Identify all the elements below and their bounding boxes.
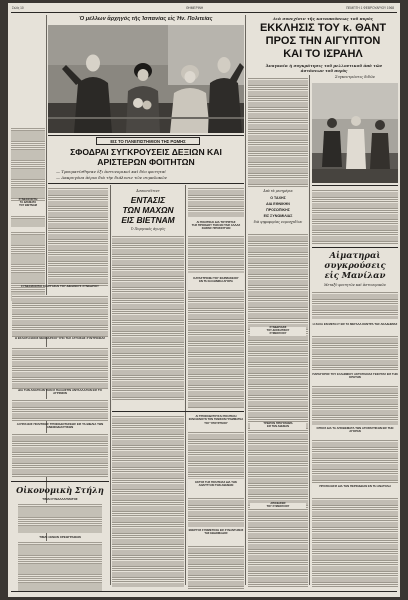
divider [312,185,398,186]
thant-deck: Ἀναγκαία ἡ συγκράτησις τοῦ μελλοντικοῦ ἀπὸ τῶν ἀστάσεων τοῦ πυρὸς [265,63,383,73]
col1-brief-1: ΣΥΝΕΧΙΖΟΝΤΑΙ ΑΙ ΕΡΓΑΣΙΑΙ ΤΟΥ ΔΙΕΘΝΟΥΣ ΣΥΝΕΔΡΙΟΥ [21,285,99,288]
paper-name: ΘΗΜΕΡΙΝΗ [186,6,204,10]
text-block [11,127,45,201]
right-brief-2: ΠΑΡΗΓΟΡΟΣ ΤΟΥ ΕΛΛΗΝΙΚΟΥ ΑΚΤΟΠΛΟΪΑΣ ΓΕΦΥΡΑΣ ΕΙΣ ΤΗΝ ΚΡΗΤΗΝ [312,373,398,380]
divider [11,481,109,482]
col1-brief-2: Η ΕΚΛΟΓΗ ΕΝΟΣ ΝΕΟΝΑΡΧΟΥ ΥΠΟ ΤΗΣ ΑΓΓΛΙΚΗΣ ΣΥΝΤΡΟΦΙΑΣ [14,337,106,340]
col1-brief-3: ΔΙΑ ΤΗΝ ΑΝΑΓΚΗΝ ΤΩΝ ΙΣ ΠΑΛΑΙΣΤΙΝ ΑΝΤΑΛΛΑΓΩΝ ΕΙΣ ΤΟ ΑΓΡΙΝΙΟΝ [18,389,102,396]
text-block [312,291,398,319]
column-rule [110,185,111,585]
text-block [188,187,244,217]
economic-table-heading: ΤΙΜΑΙ ΞΕΝΩΝ ΧΡΕΩΓΡΑΦΩΝ [39,535,81,539]
right-photo-caption: Συγκεντρώσεις διδῶν [334,75,376,79]
top-rule [11,12,397,13]
text-block [188,431,244,479]
text-block [248,233,308,587]
photo-headline: Ὁ μέλλων ἄρχηγός τῆς Ἱσπανίας εἰς Ἡν. Πολιτείας [79,16,213,22]
column-rule [185,185,186,585]
text-block [112,235,184,401]
rome-deck-1: — Τραυματίσθησαν ἕξι ἀστυνομικοὶ καὶ δύο φοιτηταί [56,169,166,174]
rome-deck-2: — Δακρυγόνα ἀέρια διὰ τὴν διάλυσιν τῶν συμπλοκῶν [56,175,167,180]
text-block [312,439,398,483]
text-block [48,187,108,287]
economic-column-title: Οἰκονομικὴ Στήλη [16,485,104,495]
manila-deck: Μεταξὺ φοιτητῶν καὶ ἀστυνομικῶν [323,283,387,287]
brief-head: ΑΠΟΦΑΣΕΙΣ ΤΟΥ ΣΥΜΒΟΥΛΙΟΥ [250,503,306,509]
brief-head: ΑΙ ΠΟΛΙΤΙΚΑΙ ΔΙΑ ΤΟΥΡΙΣΤΑΣ ΤΗΣ ΠΡΟΟΔΟΥ ΤΩΝ ΕΝ ΤΑΙΣ ΑΛΛΑΣ ΧΩΡΑΙΣ ΠΡΟΣΦΥΓΩΝ [191,220,241,231]
photo-image [312,83,398,183]
column-rule [309,75,310,585]
text-block [188,289,244,409]
vietnam-headline-3: ΕΙΣ ΒΙΕΤΝΑΜ [121,215,175,225]
brief-head: ΣΥΝΕΔΡΙΑΣΙΣ ΤΟΥ ΔΙΟΙΚΗΤΙΚΟΥ ΣΥΜΒΟΥΛΙΟΥ [250,327,306,336]
thant-headline-2: ΠΡΟΣ ΤΗΝ ΑΙΓΥΠΤΟΝ [265,35,381,47]
col1-brief-4: ΑΙ ΠΡΑΞΕΙΣ ΠΟΛΙΤΙΚΗΣ ΤΡΟΦΟΔΟΤΗΣΕΩΣ ΕΙΣ ΤΑ ΒΙΒΛΙΑ ΤΩΝ ΑΝΕΦΟΔΙΑΣΤΙΚΩΝ [16,423,104,430]
page-number: Σελίς 10 [12,6,24,10]
news-photo-right [312,83,398,183]
divider [48,135,244,136]
bottom-rule [11,591,397,592]
thant-headline-3: ΚΑΙ ΤΟ ΙΣΡΑΗΛ [283,48,363,60]
news-photo-spanish-prince [48,25,244,133]
manila-headline-2: συγκρούσεις [324,260,386,270]
brief-head: ΣΥΝΕΧΙΖΟΝΤΑΙ ΤΑ ΔΡΑΜΑΤΑ ΤΟΥ ΒΙΕΤΝΑΜ [18,198,38,207]
right-brief-3: ΟΓΚΟΣ ΔΙΑ ΤΑ ΑΠΟΘΕΜΑΤΑ ΤΩΝ ΑΓΟΡΑΣΤΙΚΩΝ ΕΙΣ ΤΗΝ ΑΓΟΡΑΝ [316,427,394,434]
text-block [12,399,108,421]
right-brief-1: Η ΖΑΧΑ ΕΝ ΜΕΤΑΞΥ ΕΙΣ ΤΑ ΜΕΓΑΛΑ ΚΕΝΤΡΑ ΤΗΣ ΑΚΑΔΗΜΙΑΣ [312,323,398,326]
text-block [112,415,184,587]
text-block [12,433,108,477]
text-block [12,295,108,337]
narrow-kicker: Ἀπὸ τὰ μεσημέρια [263,189,293,193]
mid-brief-1: ΑΙ ΤΡΟΦΟΔΟΤΟΥΣΑΙ ΠΟΛΙΤΕΙΑΙ ΦΙΛΟΞΕΝΟΥΝ ΤΟΝ ΓΕΝΙΚΟΝ ΓΡΑΜΜΑΤΕΑ ΤΟΥ ΥΠΟΥΡΓΕΙΟΥ [188,415,244,425]
text-block [188,235,244,273]
rome-kicker: ΕΙΣ ΤΟ ΠΑΝΕΠΙΣΤΗΜΙΟΝ ΤΗΣ ΡΩΜΗΣ [96,137,200,145]
text-block [11,215,45,227]
brief-head: ΤΡΙΩΡΟΝ ΠΡΟΓΡΑΜΜΑ ΕΙΣ ΤΗΝ ΑΘΗΝΑΝ [250,423,306,429]
exchange-rates-table [18,503,102,533]
manila-headline-1: Αἱματηραὶ [329,250,381,260]
thant-kicker: Διὰ συνεχίσιν τῆς καταπαύσεως τοῦ πυρὸς [272,16,374,21]
vietnam-headline-2: ΤΩΝ ΜΑΧΩΝ [122,205,174,215]
narrow-head-1: Ο ΤΑΧΗΣ [270,196,286,200]
mid-brief-3: ΕΝΕΡΓΟΣ ΣΥΜΜΕΤΟΧΗ ΕΙΣ ΣΥΝΑΝΤΗΣΕΙΣ ΤΗΣ ΕΒΔΟΜΑΔΟΣ [188,529,244,536]
securities-table [18,541,102,591]
mid-brief-2: ΕΚΤΟΣ ΤΗΣ ΠΟΛΙΤΕΙΑΣ ΔΙΑ ΤΗΝ ΑΝΑΠΤΥΞΙΝ ΤΩΝ ΑΘΗΝΩΝ [195,481,237,488]
right-brief-4: ΠΡΟΣΚΛΗΣΙΣ ΔΙΑ ΤΗΝ ΠΕΡΙΟΔΕΙΑΝ ΕΝ ΤΗ ΑΝΑΤΟΛΗ [319,485,391,488]
economic-subtitle: ΤΙΜΑΙ ΣΥΝΑΛΛΑΓΜΑΤΟΣ [42,497,78,501]
narrow-tail: διὰ ψηφοφορίας νομοσχεδίων [253,220,303,224]
issue-date: ΠΕΜΠΤΗ 1 ΦΕΒΡΟΥΑΡΙΟΥ 1968 [346,6,394,10]
divider [48,183,244,184]
newspaper-page [8,3,400,597]
vietnam-dateline: Ἀσσοσιέϊτεντ [136,189,160,193]
text-block [248,77,308,187]
divider [312,247,398,248]
rome-headline: ΣΦΟΔΡΑΙ ΣΥΓΚΡΟΥΣΕΙΣ ΔΕΞΙΩΝ ΚΑΙ ΑΡΙΣΤΕΡΩΝ ΦΟΙΤΗΤΩΝ [70,147,222,167]
text-block [312,335,398,371]
narrow-head-2: ΔΙΑ ΕΘΝΙΚΗΝ [266,202,290,206]
text-block [312,497,398,587]
vietnam-headline-1: ΕΝΤΑΣΙΣ [130,195,166,205]
text-block [188,545,244,589]
vietnam-byline: Ὁ Πυρηνικὸς ἀγωγός [130,227,166,231]
thant-headline-1: ΕΚΚΛΗΣΙΣ ΤΟΥ κ. ΘΑΝΤ [259,22,387,34]
photo-image [48,25,244,133]
text-block [312,189,398,245]
narrow-head-3: ΠΡΟΣΩΠΙΚΗΣ [266,208,290,212]
divider [112,411,244,412]
manila-headline-3: εἰς Μανίλαν [324,270,386,280]
text-block [312,385,398,425]
text-block [188,497,244,527]
column-rule [245,15,246,585]
narrow-head-4: ΕΙΣ ΣΥΝΩΜΙΛΙΑΣ [263,214,293,218]
brief-head: ΚΑΤΑΣΤΡΟΦΗ ΤΟΥ ΦΑΡΜΑΚΕΙΟΥ ΕΝ ΤΗ ΕΛΛΗΝΙΚΗ ΑΓΟΡΑ [193,276,239,284]
text-block [12,347,108,389]
